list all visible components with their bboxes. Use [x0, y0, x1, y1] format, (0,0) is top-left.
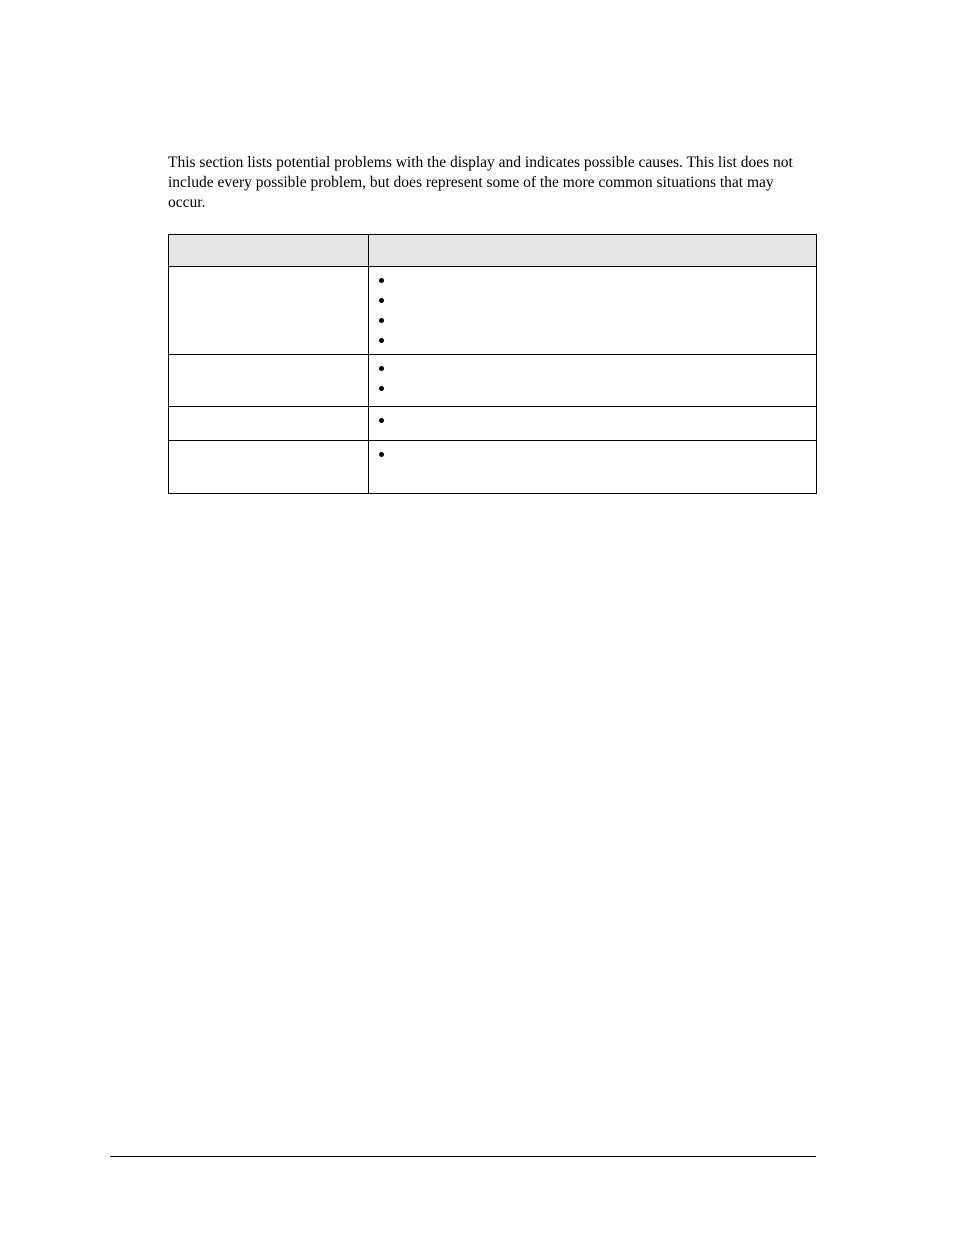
- intro-paragraph: This section lists potential problems with the display and indicates possible causes. This list does not include every possible problem, but does represent some of the more common situations that may occur.: [168, 154, 793, 211]
- cause-list: [369, 441, 816, 468]
- bullet-icon: [379, 278, 384, 283]
- cause-item: [379, 414, 816, 434]
- table-row: [169, 267, 817, 355]
- cause-column-header: [369, 235, 817, 267]
- table-header-row: [169, 235, 817, 267]
- cause-list: [369, 355, 816, 402]
- cause-item: [379, 362, 816, 382]
- table-row: [169, 355, 817, 407]
- cause-cell: [369, 267, 817, 355]
- cause-list: [369, 407, 816, 434]
- cause-cell: [369, 441, 817, 494]
- bullet-icon: [379, 418, 384, 423]
- cause-cell: [369, 407, 817, 441]
- problem-column-header: [169, 235, 369, 267]
- cause-list: [369, 267, 816, 354]
- cause-item: [379, 294, 816, 314]
- table-row: [169, 441, 817, 494]
- footer-divider: [110, 1156, 816, 1157]
- bullet-icon: [379, 338, 384, 343]
- bullet-icon: [379, 318, 384, 323]
- bullet-icon: [379, 386, 384, 391]
- troubleshooting-table: [168, 234, 817, 494]
- cause-item: [379, 382, 816, 402]
- table-row: [169, 407, 817, 441]
- problem-cell: [169, 267, 369, 355]
- cause-item: [379, 334, 816, 354]
- problem-cell: [169, 441, 369, 494]
- cause-item: [379, 448, 816, 468]
- bullet-icon: [379, 298, 384, 303]
- bullet-icon: [379, 366, 384, 371]
- cause-item: [379, 314, 816, 334]
- cause-item: [379, 274, 816, 294]
- problem-cell: [169, 355, 369, 407]
- problem-cell: [169, 407, 369, 441]
- cause-cell: [369, 355, 817, 407]
- bullet-icon: [379, 452, 384, 457]
